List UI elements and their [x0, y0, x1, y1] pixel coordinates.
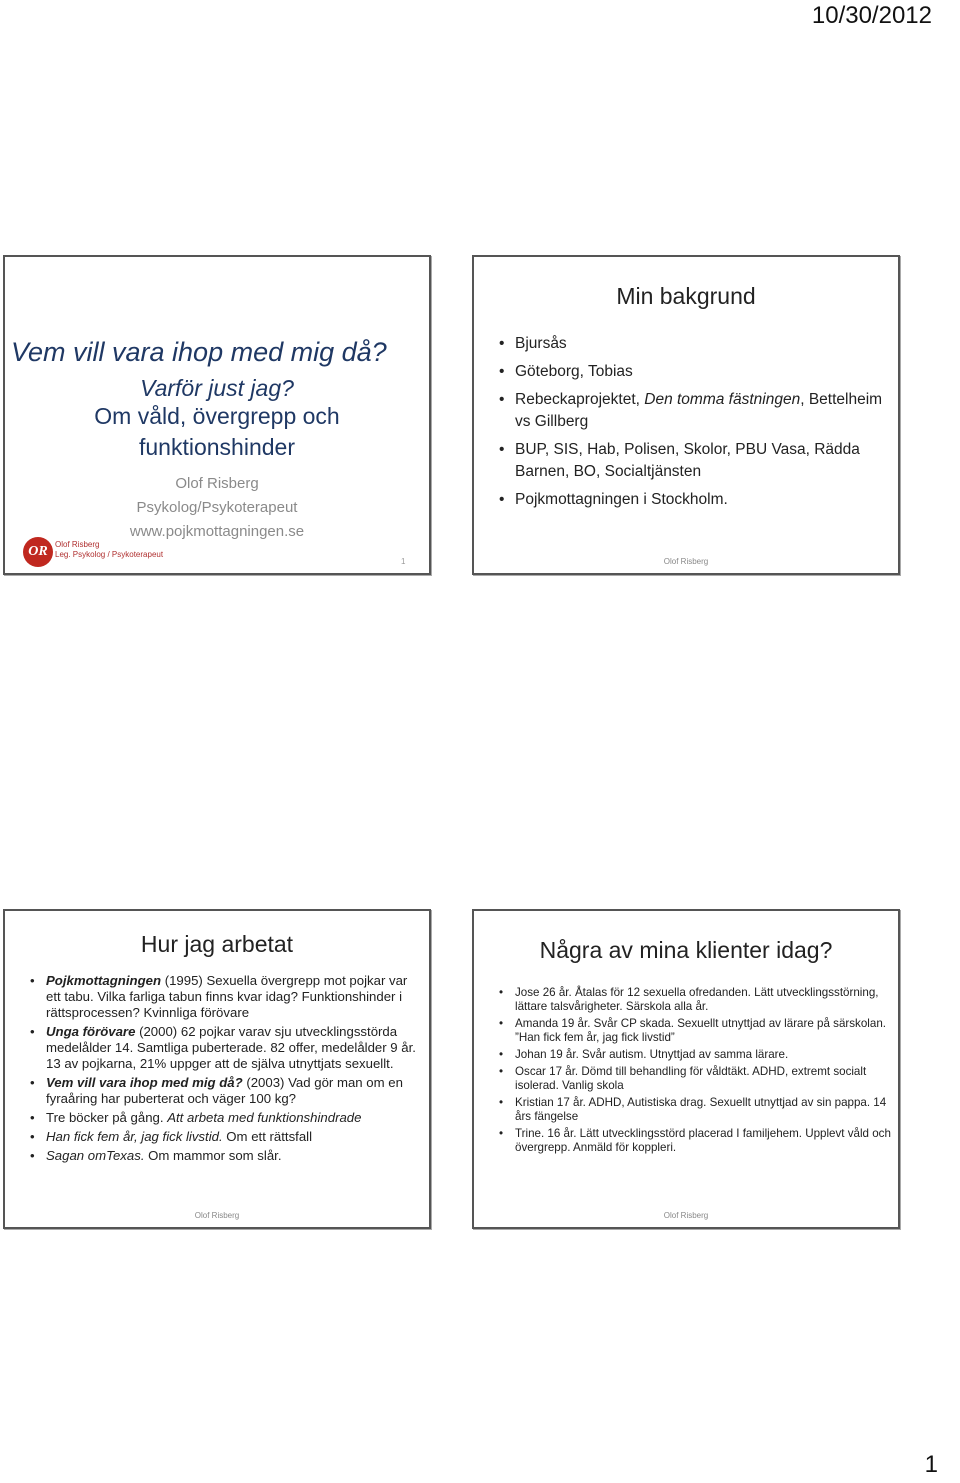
bullet-item: [497, 361, 887, 383]
footer-name: Olof Risberg: [55, 540, 100, 549]
slide-footer: Olof Risberg: [663, 1211, 709, 1220]
bullet-text: (1995) Sexuella övergrepp mot pojkar var ett tabu. Vilka farliga tabun finns kvar idag? Funktionshinder i rättsprocessen? Kvinnliga förövare: [46, 973, 408, 1020]
slide-footer: Olof Risberg: [663, 557, 709, 566]
author-name: Olof Risberg: [175, 475, 259, 492]
bullet-list: [497, 986, 892, 1158]
bullet-item: [28, 1148, 418, 1164]
bullet-item: [28, 1024, 418, 1072]
bullet-text: Pojkmottagningen i Stockholm.: [515, 491, 728, 508]
bullet-text: Sagan omTexas.: [46, 1148, 145, 1163]
bullet-text: (2003) Vad gör man om en fyraåring har puberterat och väger 100 kg?: [46, 1075, 403, 1106]
bullet-item: [497, 1017, 892, 1045]
bullet-text: Pojkmottagningen: [46, 973, 162, 988]
slide-subtitle-line1: Om våld, övergrepp och: [94, 403, 340, 429]
bullet-text: Tre böcker på gång.: [46, 1110, 168, 1125]
slide-subtitle-question: Varför just jag?: [140, 375, 294, 401]
bullet-item: [28, 1129, 418, 1145]
bullet-item: [497, 1096, 892, 1124]
slide-number: 1: [401, 557, 406, 566]
bullet-item: [497, 1127, 892, 1155]
bullet-item: [497, 1065, 892, 1093]
bullet-list: [28, 973, 418, 1167]
bullet-item: [497, 389, 887, 433]
bullet-item: [497, 986, 892, 1014]
bullet-text: Om mammor som slår.: [144, 1148, 282, 1163]
slide-background: [472, 255, 900, 575]
bullet-item: [497, 489, 887, 511]
slide-title: Hur jag arbetat: [140, 931, 294, 957]
bullet-item: [28, 1110, 418, 1126]
bullet-text: Att arbeta med funktionshindrade: [167, 1110, 362, 1125]
bullet-item: [28, 973, 418, 1021]
slide-title: Några av mina klienter idag?: [539, 937, 833, 963]
bullet-text: Göteborg, Tobias: [515, 363, 633, 380]
bullet-text: , Bettelheim vs Gillberg: [515, 391, 883, 430]
bullet-item: [497, 333, 887, 355]
slide-clients: [472, 909, 900, 1229]
bullet-text: Johan 19 år. Svår autism. Utnyttjad av samma lärare.: [515, 1048, 789, 1061]
slide-title: Min bakgrund: [616, 283, 756, 309]
bullet-text: Jose 26 år. Åtalas för 12 sexuella ofredanden. Lätt utvecklingsstörning, lättare talsvårigheter. Särskola alla år.: [515, 986, 879, 1013]
bullet-text: Han fick fem år, jag fick livstid.: [46, 1129, 223, 1144]
page-number: 1: [924, 1451, 938, 1478]
logo-icon: OR: [23, 537, 53, 567]
bullet-text: Rebeckaprojektet,: [515, 391, 645, 408]
page-date: 10/30/2012: [811, 2, 932, 29]
bullet-text: Kristian 17 år. ADHD, Autistiska drag. Sexuellt utnyttjad av sin pappa. 14 års fängelse: [515, 1096, 887, 1123]
bullet-text: BUP, SIS, Hab, Polisen, Skolor, PBU Vasa, Rädda Barnen, BO, Socialtjänsten: [515, 441, 860, 480]
bullet-text: Unga förövare: [46, 1024, 136, 1039]
bullet-text: Amanda 19 år. Svår CP skada. Sexuellt utnyttjad av lärare på särskolan. ”Han fick fem år, jag fick livstid”: [515, 1017, 886, 1044]
bullet-text: Vem vill vara ihop med mig då?: [46, 1075, 243, 1090]
bullet-text: Bjursås: [515, 335, 567, 352]
slide-footer: Olof Risberg: [194, 1211, 240, 1220]
bullet-item: [28, 1075, 418, 1107]
bullet-item: [497, 439, 887, 483]
bullet-text: Den tomma fästningen: [644, 391, 801, 408]
bullet-item: [497, 1048, 892, 1062]
bullet-list: [497, 333, 887, 517]
slide-title-slide: [3, 255, 431, 575]
footer-role: Leg. Psykolog / Psykoterapeut: [55, 550, 164, 559]
author-url: www.pojkmottagningen.se: [129, 523, 305, 540]
bullet-text: Om ett rättsfall: [222, 1129, 313, 1144]
slide-subtitle-line2: funktionshinder: [139, 434, 295, 460]
slide-title: Vem vill vara ihop med mig då?: [11, 337, 387, 367]
slide-how-i-worked: [3, 909, 431, 1229]
author-role: Psykolog/Psykoterapeut: [136, 499, 298, 516]
bullet-text: Trine. 16 år. Lätt utvecklingsstörd placerad I familjehem. Upplevt våld och övergrepp. Anmäld för koppleri.: [515, 1127, 891, 1154]
bullet-text: (2000) 62 pojkar varav sju utvecklingsstörda medelålder 14. Samtliga puberterade. 82 offer, medelålder 9 år. 13 av pojkarna, 21% uppger att de själva utnyttjats sexuellt.: [46, 1024, 416, 1071]
bullet-text: Oscar 17 år. Dömd till behandling för våldtäkt. ADHD, extremt socialt isolerad. Vanlig skola: [515, 1065, 867, 1092]
